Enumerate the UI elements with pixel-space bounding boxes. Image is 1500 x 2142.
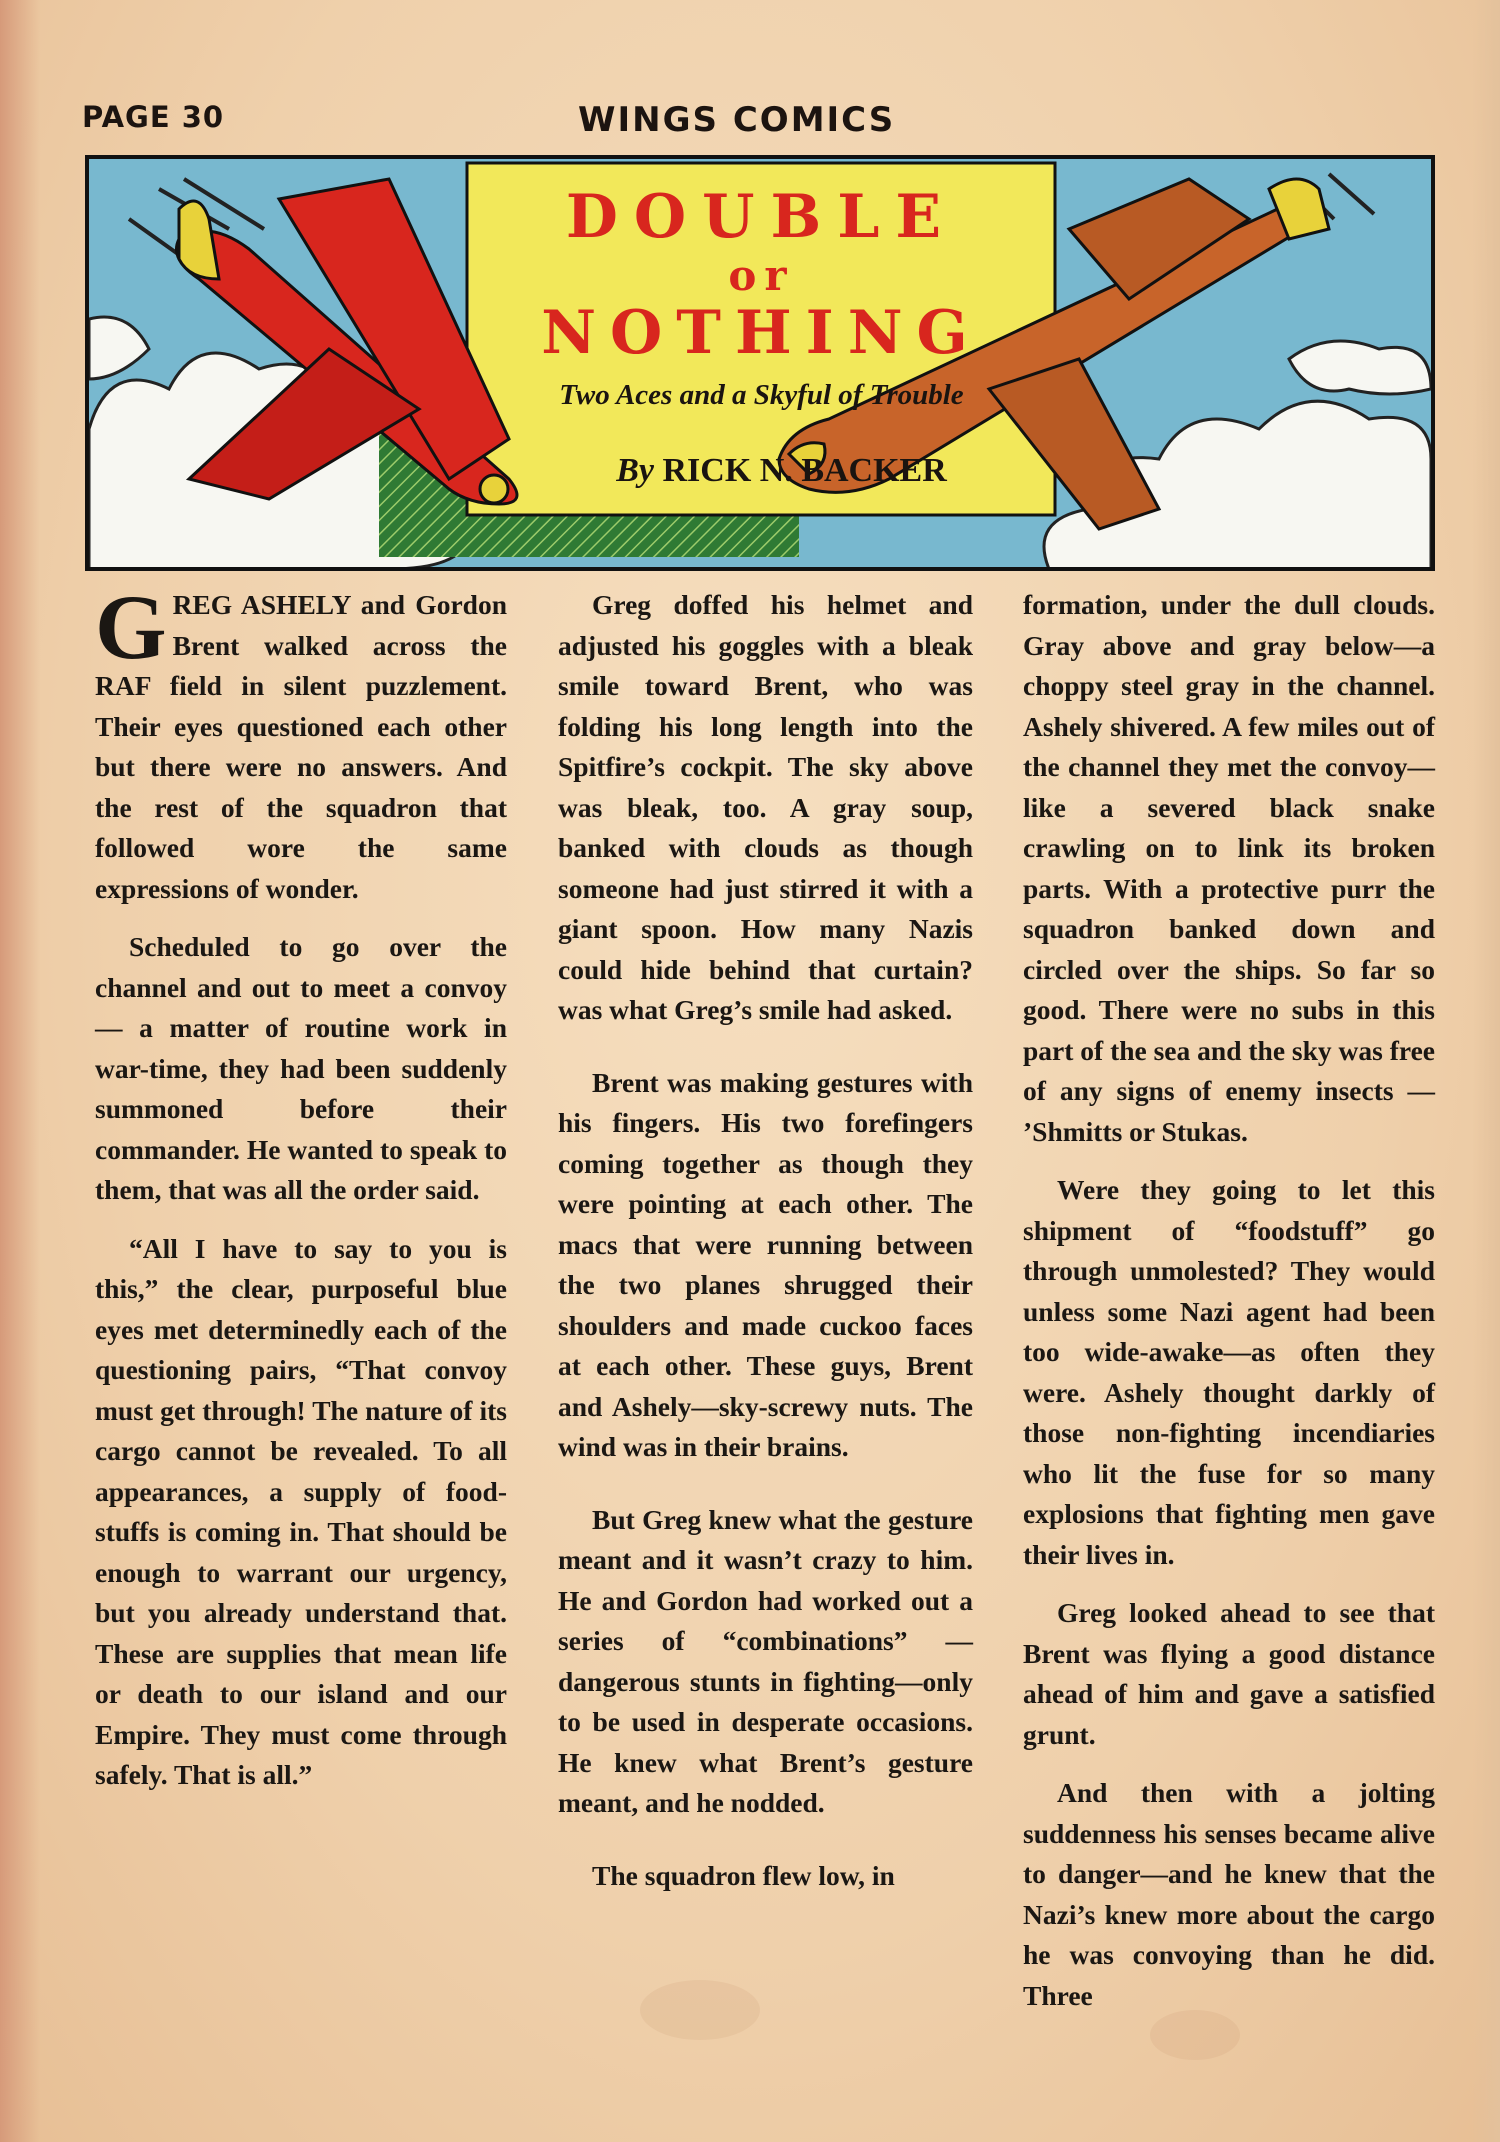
paragraph: formation, under the dull clouds. Gray above and gray below—a choppy steel gray in the channel. Ashely shivered. A few miles out of the channel they met the convoy—like a severed black snake crawling on to link its broken parts. With a protective purr the squadron banked down and circled over the ships. So far so good. There were no subs in this part of the sea and the sky was free of any signs of enemy insects — ’Shmitts or Stukas. [1023,589,1435,1147]
title-text-block [469,165,1054,510]
paragraph [95,576,507,909]
paper-stain [640,1980,760,2040]
paragraph: But Greg knew what the gesture meant and it wasn’t crazy to him. He and Gordon had worked out a series of “combinations” — dangerous stunts in fighting—only to be used in desperate occasions. He knew what Brent’s gesture meant, and he nodded. [558,1503,973,1818]
magazine-title: WINGS COMICS [578,100,896,140]
story-title-nothing: NOTHING [541,298,982,368]
page-number: PAGE 30 [82,100,225,134]
story-title-double: DOUBLE [565,182,958,252]
paragraph: The squadron flew low, in [592,1859,895,1891]
story-byline [509,452,1054,490]
paragraph: Greg doffed his helmet and adjusted his goggles with a bleak smile toward Brent, who was folding his long length into the Spitfire’s cockpit. The sky above was bleak, too. A gray soup, banked with clouds as though someone had just stirred it with a giant spoon. How many Nazis could hide behind that curtain? was what Greg’s smile had asked. [558,589,973,1025]
story-column-1 [95,576,507,1814]
story-title-or: or [728,251,795,300]
paragraph: Were they going to let this shipment of “foodstuff” go through unmolested? They would unless some Nazi agent had been too wide-awake—as often they were. Ashely thought darkly of those non-fighting incendiaries who lit the fuse for so many explosions that fighting men gave their lives in. [1023,1174,1435,1570]
story-column-3 [1023,585,1435,2034]
title-banner [85,155,1435,571]
paragraph: “All I have to say to you is this,” the clear, purposeful blue eyes met determinedly each of the questioning pairs, “That convoy must get through! The nature of its cargo cannot be revealed. To all appearances, a supply of food-stuffs is coming in. That should be enough to warrant our urgency, but you already understand that. These are supplies that mean life or death to our island and our Empire. They must come through safely. That is all.” [95,1232,507,1790]
paragraph-text: REG ASHELY and Gordon Brent walked across the RAF field in silent puzzlement. Their eyes questioned each other but there were no answers. And the rest of the squadron that followed wore the same expressions of wonder. [95,589,507,904]
story-subtitle: Two Aces and a Skyful of Trouble [559,379,964,411]
page-edge-left [0,0,40,2142]
drop-cap: G [95,576,167,678]
byline-author: RICK N. BACKER [662,452,947,489]
paragraph: Brent was making gestures with his fingers. His two forefingers coming together as though they were pointing at each other. The macs that were running between the two planes shrugged their shoulders and made cuckoo faces at each other. These guys, Brent and Ashely—sky-screwy nuts. The wind was in their brains. [558,1066,973,1462]
paragraph: Greg looked ahead to see that Brent was flying a good distance ahead of him and gave a satisfied grunt. [1023,1597,1435,1750]
story-column-2 [558,585,973,1914]
page-edge-right [1472,0,1500,2142]
paragraph: And then with a jolting suddenness his senses became alive to danger—and he knew that the Nazi’s knew more about the cargo he was convoying than he did. Three [1023,1777,1435,2011]
byline-prefix: By [616,452,654,489]
paragraph: Scheduled to go over the channel and out to meet a convoy — a matter of routine work in war-time, they had been suddenly summoned before their commander. He wanted to speak to them, that was all the order said. [95,931,507,1205]
